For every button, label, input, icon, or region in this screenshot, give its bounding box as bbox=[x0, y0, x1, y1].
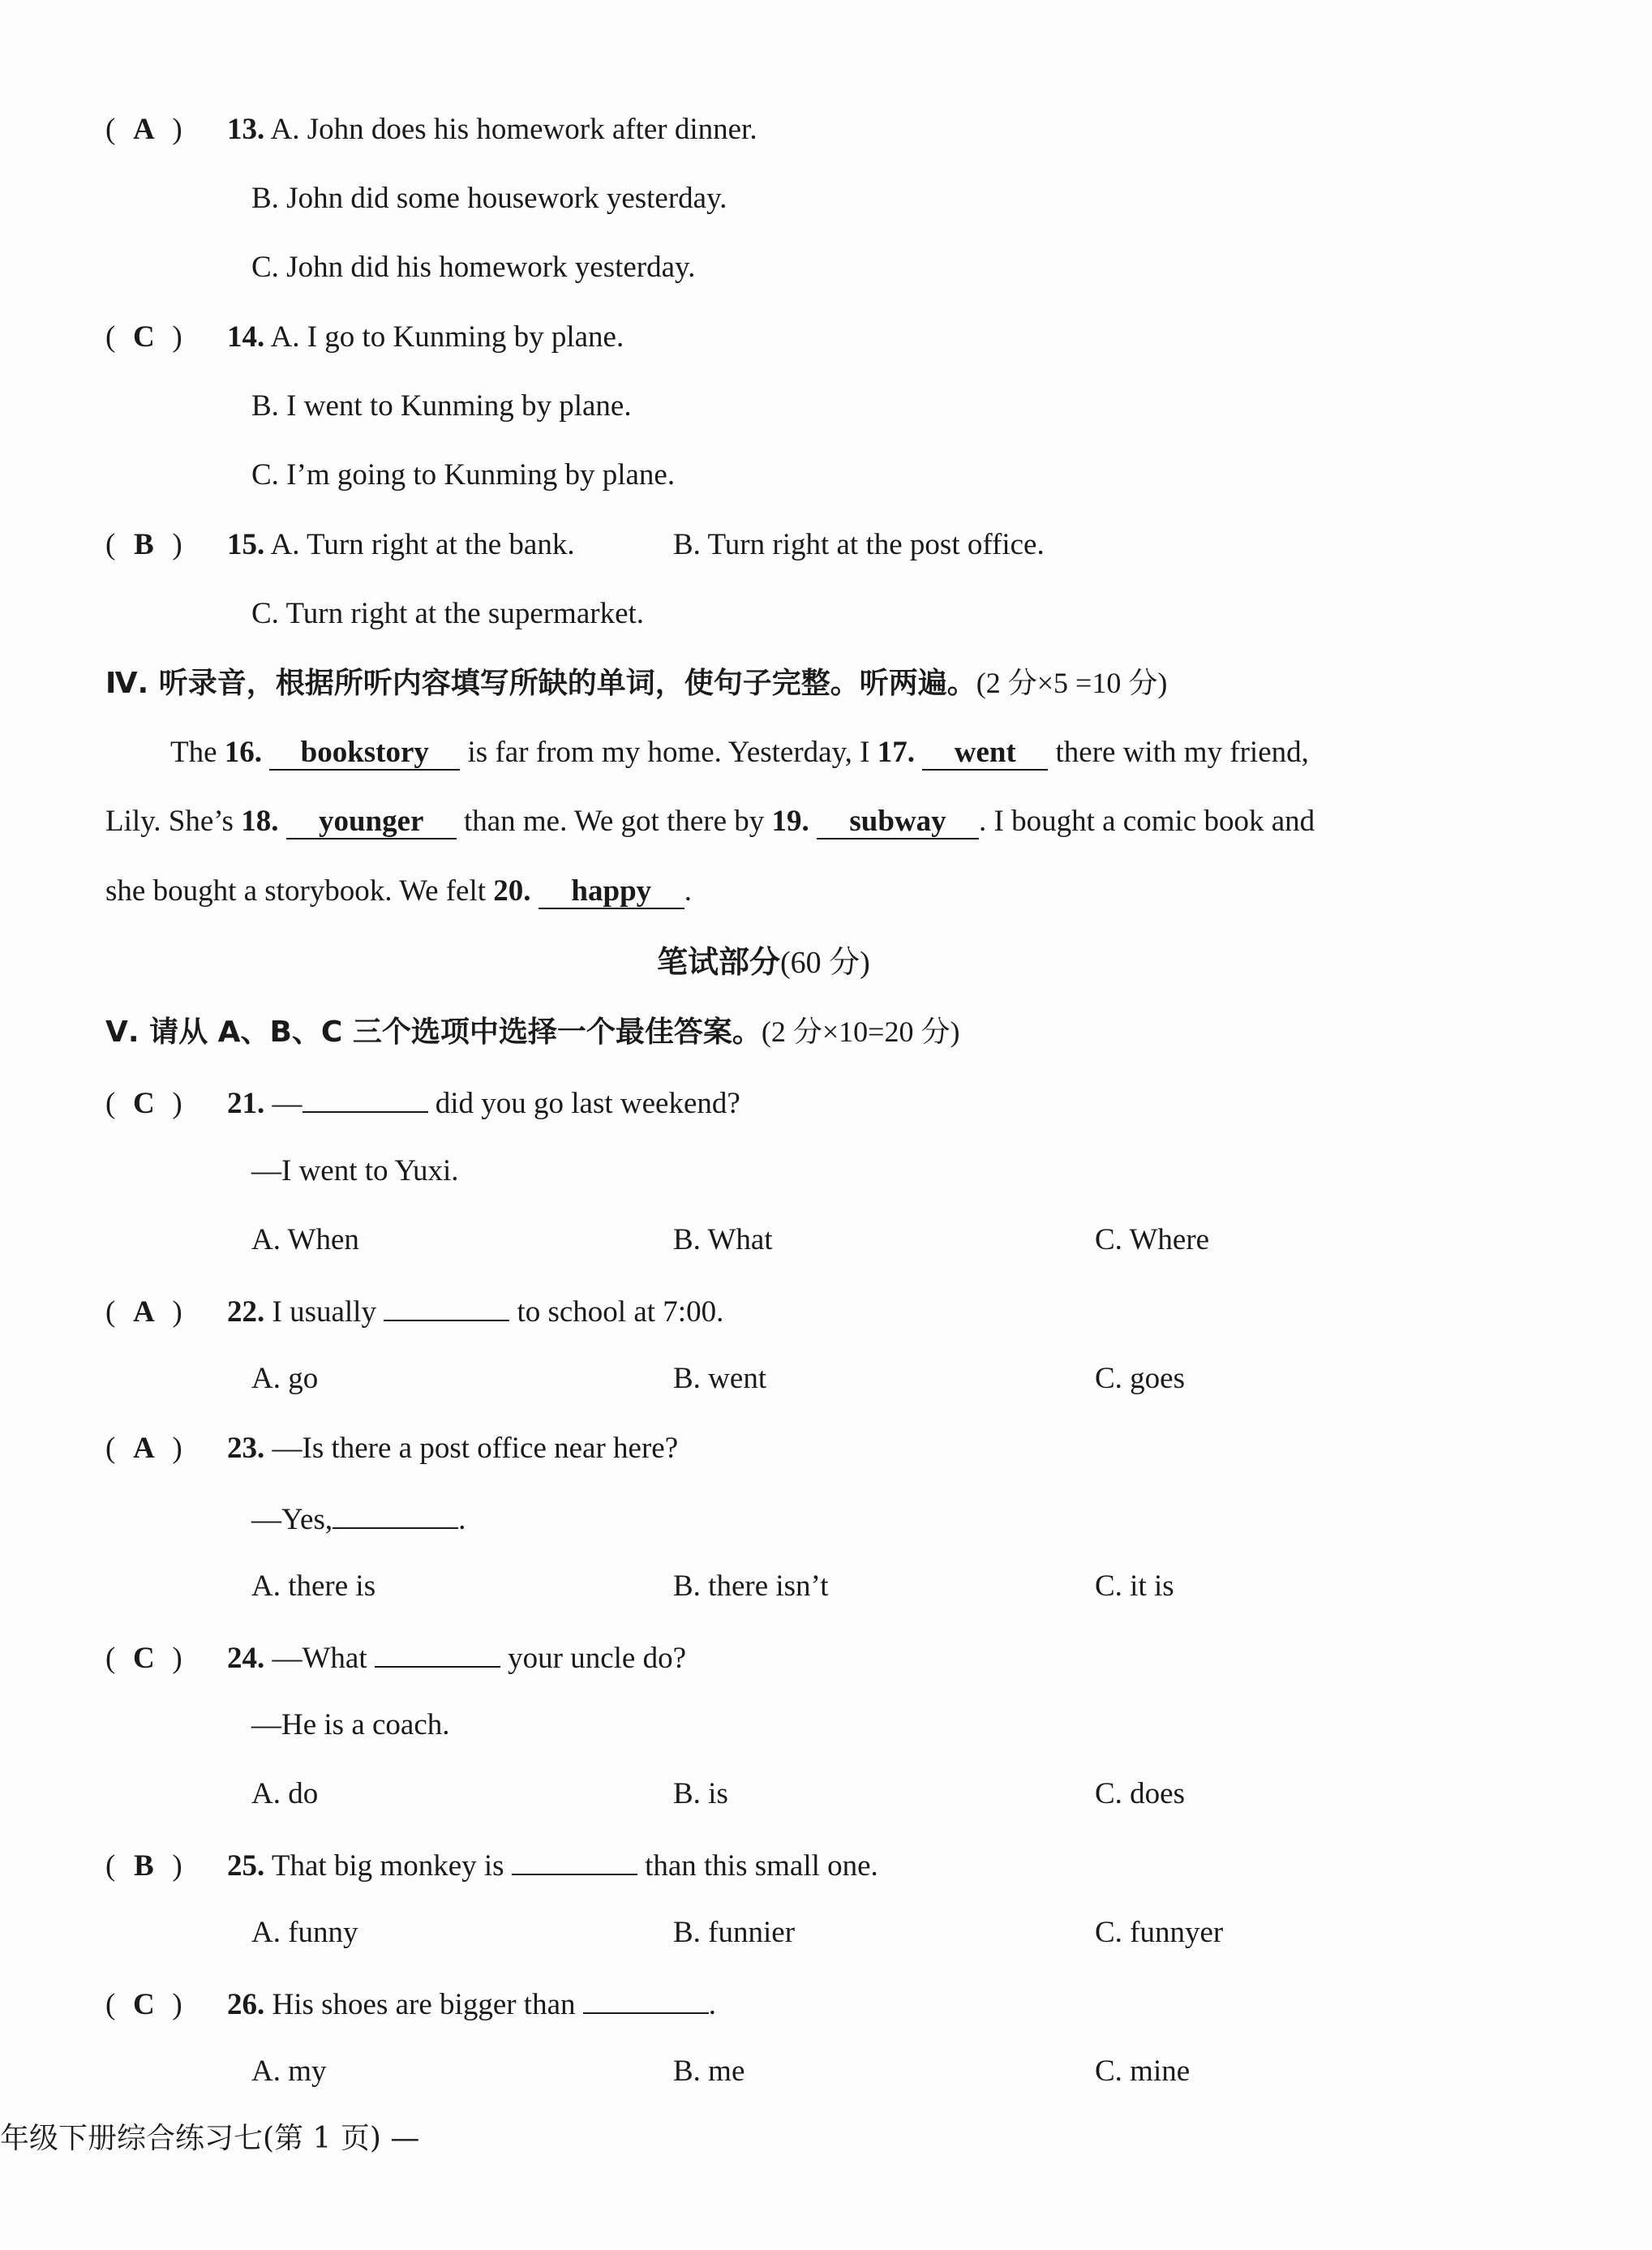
option-b: B. What bbox=[673, 1223, 773, 1256]
blank-line bbox=[384, 1292, 509, 1321]
question-text: I usually bbox=[272, 1295, 376, 1329]
question-number: 26. bbox=[227, 1988, 265, 2021]
option-a: A. funny bbox=[251, 1916, 358, 1949]
answer-paren: ( A ) bbox=[105, 1295, 182, 1329]
question-26 bbox=[105, 1985, 716, 2023]
section-4-title: Ⅳ. 听录音，根据所听内容填写所缺的单词，使句子完整。听两遍。 bbox=[105, 667, 976, 700]
question-text: than this small one. bbox=[645, 1849, 878, 1883]
answer-24: C bbox=[132, 1642, 155, 1675]
blank-19-answer: subway bbox=[817, 805, 979, 839]
answer-paren: ( A ) bbox=[105, 1432, 182, 1465]
passage-text: is far from my home. Yesterday, I bbox=[467, 736, 870, 769]
section-5-score: (2 分×10=20 分) bbox=[761, 1016, 960, 1048]
passage-text: . bbox=[684, 874, 693, 908]
blank-line bbox=[333, 1500, 458, 1529]
option-a: A. John does his homework after dinner. bbox=[270, 113, 757, 146]
answer-paren: ( C ) bbox=[105, 320, 182, 354]
passage-text: than me. We got there by bbox=[463, 805, 765, 838]
option-c: C. Turn right at the supermarket. bbox=[251, 597, 645, 630]
option-b: B. me bbox=[673, 2055, 745, 2088]
passage-text: she bought a storybook. We felt bbox=[105, 874, 487, 908]
blank-number-19: 19. bbox=[771, 805, 809, 838]
question-22 bbox=[105, 1292, 723, 1330]
question-text: did you go last weekend? bbox=[435, 1087, 740, 1120]
question-text: . bbox=[458, 1503, 466, 1536]
written-part-title bbox=[657, 944, 870, 981]
option-a: A. I go to Kunming by plane. bbox=[270, 320, 624, 354]
blank-line bbox=[583, 1985, 709, 2014]
option-c: C. I’m going to Kunming by plane. bbox=[251, 458, 676, 492]
question-number: 21. bbox=[227, 1087, 265, 1120]
question-number: 15. bbox=[227, 528, 265, 561]
passage-text: there with my friend, bbox=[1055, 736, 1309, 769]
question-text: That big monkey is bbox=[271, 1849, 504, 1883]
answer-22: A bbox=[132, 1295, 155, 1329]
blank-18-answer: younger bbox=[286, 805, 457, 839]
option-b: B. there isn’t bbox=[673, 1569, 829, 1603]
option-b: B. I went to Kunming by plane. bbox=[251, 389, 632, 423]
reply-23 bbox=[251, 1500, 466, 1538]
question-number: 24. bbox=[227, 1642, 265, 1675]
option-a: A. do bbox=[251, 1777, 319, 1810]
question-24 bbox=[105, 1638, 686, 1677]
answer-21: C bbox=[132, 1087, 155, 1120]
question-number: 25. bbox=[227, 1849, 265, 1883]
blank-20-answer: happy bbox=[539, 875, 684, 909]
question-text: . bbox=[708, 1988, 717, 2021]
option-a: A. go bbox=[251, 1362, 319, 1395]
question-25 bbox=[105, 1846, 878, 1884]
answer-paren: ( A ) bbox=[105, 113, 182, 146]
blank-number-16: 16. bbox=[224, 736, 263, 769]
blank-line bbox=[303, 1084, 428, 1113]
question-text: your uncle do? bbox=[508, 1642, 686, 1675]
answer-paren: ( C ) bbox=[105, 1087, 182, 1120]
question-13 bbox=[105, 112, 757, 148]
passage-text: The bbox=[170, 736, 217, 769]
answer-14: C bbox=[132, 320, 155, 354]
answer-15: B bbox=[133, 528, 154, 561]
answer-paren: ( C ) bbox=[105, 1988, 182, 2021]
section-4-score: (2 分×5 =10 分) bbox=[976, 667, 1168, 699]
reply-24: —He is a coach. bbox=[251, 1708, 450, 1741]
question-text: —Yes, bbox=[251, 1503, 333, 1536]
answer-paren: ( C ) bbox=[105, 1642, 182, 1675]
option-a: A. Turn right at the bank. bbox=[270, 528, 575, 561]
question-text: — bbox=[272, 1087, 303, 1120]
blank-line bbox=[375, 1638, 500, 1668]
blank-line bbox=[512, 1846, 637, 1875]
answer-paren: ( B ) bbox=[105, 1849, 182, 1883]
answer-paren: ( B ) bbox=[105, 528, 182, 561]
blank-16-answer: bookstory bbox=[269, 736, 460, 771]
question-text: His shoes are bigger than bbox=[272, 1988, 576, 2021]
blank-number-20: 20. bbox=[493, 874, 531, 908]
question-text: —Is there a post office near here? bbox=[272, 1432, 679, 1465]
answer-13: A bbox=[132, 113, 155, 146]
option-c: C. Where bbox=[1095, 1223, 1210, 1256]
option-a: A. there is bbox=[251, 1569, 376, 1603]
passage-line-3 bbox=[105, 874, 692, 909]
blank-number-17: 17. bbox=[877, 736, 916, 769]
option-c: C. John did his homework yesterday. bbox=[251, 251, 696, 284]
option-b: B. went bbox=[673, 1362, 767, 1395]
written-score: (60 分) bbox=[780, 946, 870, 980]
written-title: 笔试部分 bbox=[657, 944, 781, 980]
option-c: C. it is bbox=[1095, 1569, 1174, 1603]
option-c: C. mine bbox=[1095, 2055, 1191, 2088]
question-number: 22. bbox=[227, 1295, 265, 1329]
section-4-heading bbox=[105, 665, 1167, 702]
question-15 bbox=[105, 527, 575, 563]
option-b: B. Turn right at the post office. bbox=[673, 528, 1045, 561]
passage-line-1 bbox=[170, 735, 1309, 771]
question-number: 14. bbox=[227, 320, 265, 354]
question-text: —What bbox=[272, 1642, 367, 1675]
option-c: C. funnyer bbox=[1095, 1916, 1224, 1949]
answer-25: B bbox=[133, 1849, 154, 1883]
question-14 bbox=[105, 320, 624, 355]
page-footer: 年级下册综合练习七(第 1 页) — bbox=[0, 2122, 420, 2155]
passage-text: . I bought a comic book and bbox=[979, 805, 1315, 838]
option-b: B. is bbox=[673, 1777, 728, 1810]
passage-text: Lily. She’s bbox=[105, 805, 234, 838]
blank-17-answer: went bbox=[922, 736, 1048, 771]
option-a: A. When bbox=[251, 1223, 359, 1256]
passage-line-2 bbox=[105, 804, 1315, 839]
option-c: C. goes bbox=[1095, 1362, 1185, 1395]
section-5-title: Ⅴ. 请从 A、B、C 三个选项中选择一个最佳答案。 bbox=[105, 1016, 762, 1049]
question-number: 23. bbox=[227, 1432, 265, 1465]
answer-26: C bbox=[132, 1988, 155, 2021]
answer-23: A bbox=[132, 1432, 155, 1465]
option-c: C. does bbox=[1095, 1777, 1185, 1810]
option-b: B. funnier bbox=[673, 1916, 796, 1949]
reply-21: —I went to Yuxi. bbox=[251, 1154, 459, 1187]
question-text: to school at 7:00. bbox=[517, 1295, 724, 1329]
question-21 bbox=[105, 1084, 740, 1122]
option-a: A. my bbox=[251, 2055, 327, 2088]
question-23 bbox=[105, 1431, 678, 1466]
section-5-heading bbox=[105, 1014, 959, 1050]
option-b: B. John did some housework yesterday. bbox=[251, 182, 727, 215]
blank-number-18: 18. bbox=[241, 805, 279, 838]
question-number: 13. bbox=[227, 113, 265, 146]
